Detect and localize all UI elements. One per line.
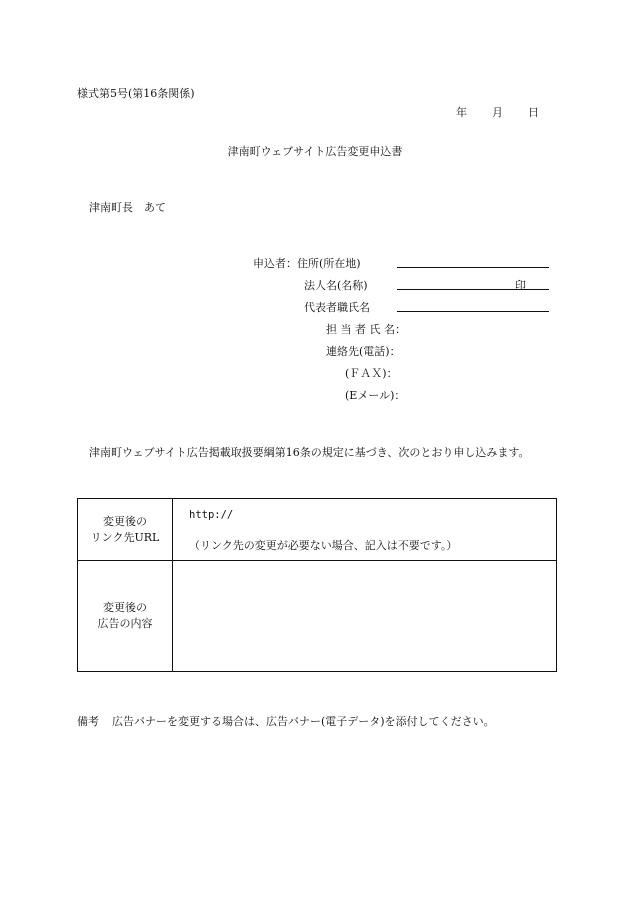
corp-name-underline[interactable] [397,289,549,290]
seal-mark: 印 [515,279,526,292]
corp-name-label: 法人名(名称) [304,279,368,292]
content-input-cell[interactable] [173,561,557,672]
url-input-cell[interactable] [173,499,557,561]
contact-person-label: 担 当 者 氏 名： [326,323,406,336]
date-month: 月 [492,106,503,119]
url-note: （リンク先の変更が必要ない場合、記入は不要です。） [189,539,458,552]
content-label-line1: 変更後の [103,601,147,614]
address-label: 申込者：住所(所在地) [253,257,361,270]
remarks-text: 広告バナーを変更する場合は、広告バナー(電子データ)を添付してください。 [112,715,495,728]
url-label-line1: 変更後の [103,514,147,528]
url-prefix: http:// [189,509,234,521]
statement: 津南町ウェブサイト広告掲載取扱要綱第16条の規定に基づき、次のとおり申し込みます。 [89,446,530,459]
table-row-content [78,561,557,672]
url-label-line2: リンク先URL [90,530,160,544]
representative-label: 代表者職氏名 [304,301,370,314]
addressee: 津南町長 あて [89,201,166,214]
fax-label: (ＦＡＸ)： [345,367,398,380]
date-day: 日 [528,106,539,119]
change-form-table [77,498,557,672]
document-title: 津南町ウェブサイト広告変更申込書 [227,145,403,158]
url-label-cell [78,499,173,561]
table-row-url [78,499,557,561]
phone-label: 連絡先(電話)： [326,345,401,358]
content-label-cell [78,561,173,672]
address-underline[interactable] [397,267,549,268]
date-year: 年 [456,106,467,119]
representative-underline[interactable] [397,311,549,312]
remarks-label: 備考 [77,715,99,728]
content-label-line2: 広告の内容 [97,617,153,630]
form-number: 様式第5号(第16条関係) [77,87,195,100]
email-label: (Eメール)： [345,389,406,402]
